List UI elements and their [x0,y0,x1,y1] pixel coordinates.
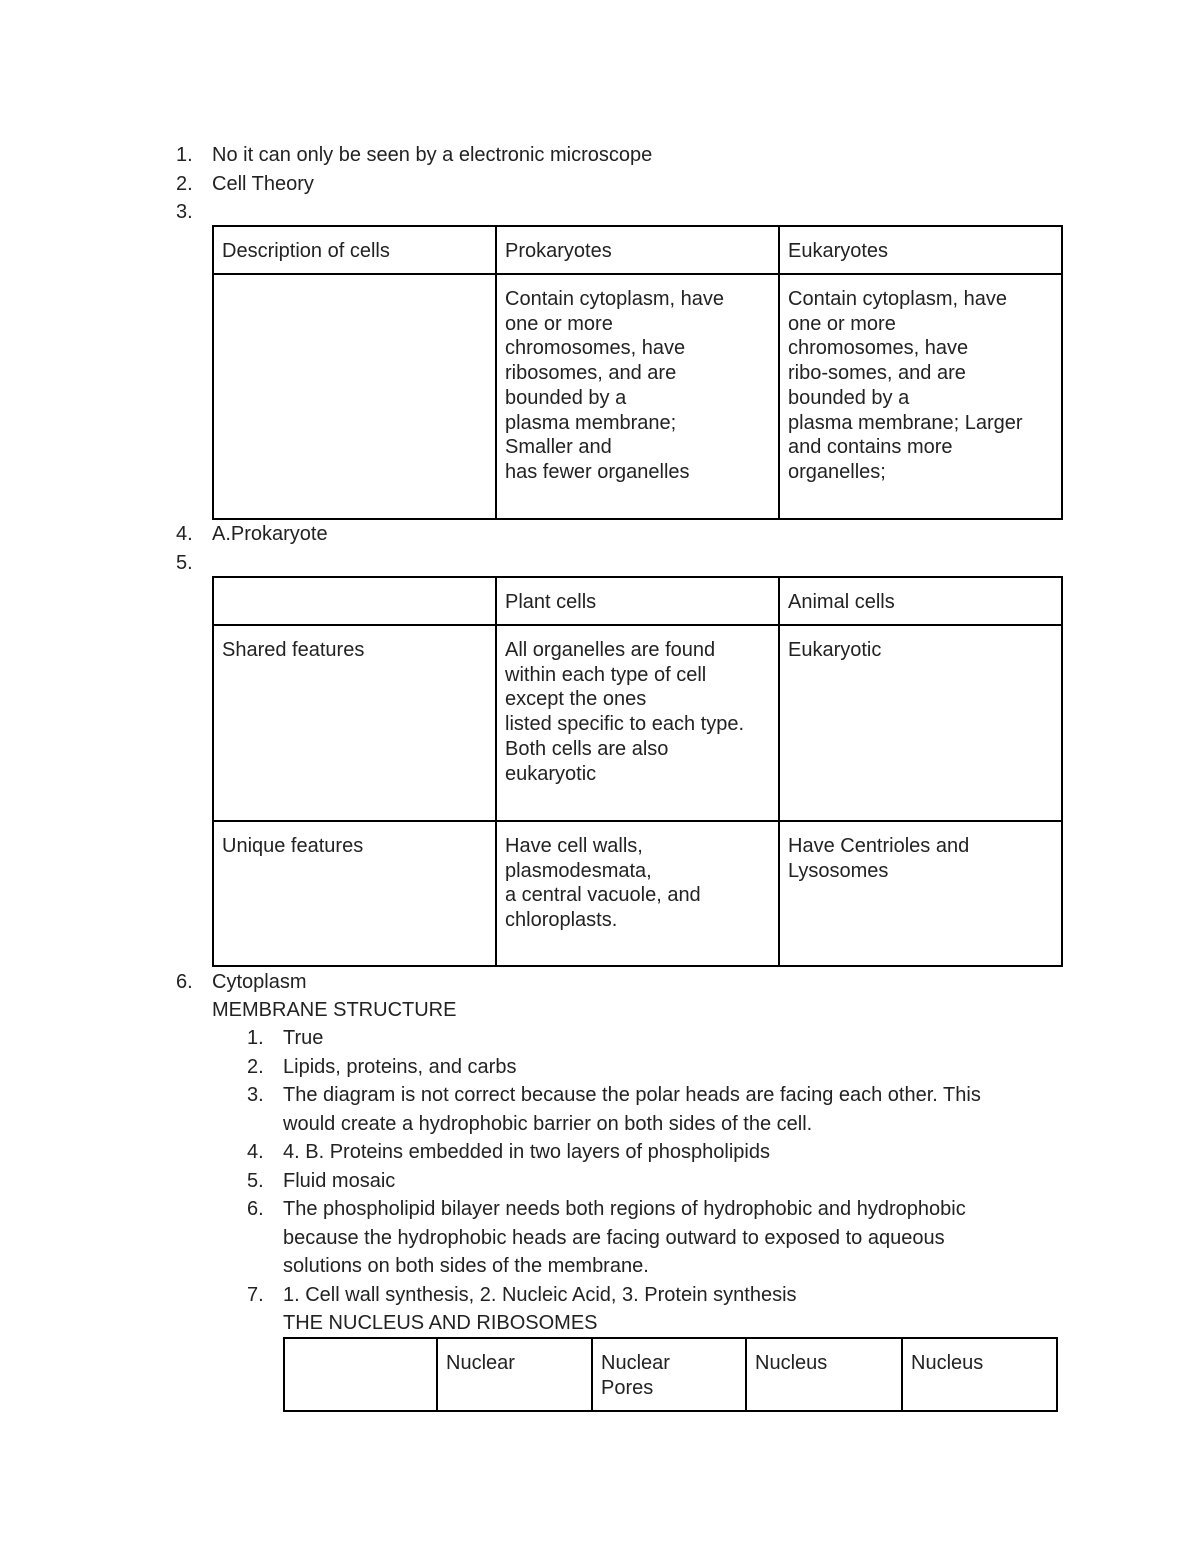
table-header-cell [213,577,496,625]
list-number: 6. [247,1198,264,1220]
list-number: 1. [176,144,193,166]
table-header-cell [284,1338,437,1411]
table-header-row [284,1338,1057,1411]
list-item: True [283,1027,324,1049]
table-row [213,821,1062,966]
list-number: 4. [247,1141,264,1163]
list-item: Fluid mosaic [283,1170,396,1192]
table-header-cell: Prokaryotes [496,226,779,274]
list-item: The diagram is not correct because the polar heads are facing each other. This [283,1084,981,1106]
table-cell: Eukaryotic [779,625,1062,821]
table-cell: Contain cytoplasm, have one or more chromosomes, have ribosomes, and are bounded by a plasma membrane; Smaller and has fewer organelles [496,274,779,519]
answer-6: Cytoplasm [212,971,307,993]
list-number: 5. [247,1170,264,1192]
list-item: Lipids, proteins, and carbs [283,1056,517,1078]
answer-4: A.Prokaryote [212,523,328,545]
list-item: The phospholipid bilayer needs both regions of hydrophobic and hydrophobic [283,1198,966,1220]
table-header-cell: Nucleus [746,1338,902,1411]
nucleus-table [283,1337,1058,1412]
table-header-cell: Description of cells [213,226,496,274]
table-cell [213,274,496,519]
list-item: 4. B. Proteins embedded in two layers of phospholipids [283,1141,770,1163]
list-item: 1. Cell wall synthesis, 2. Nucleic Acid, 3. Protein synthesis [283,1284,797,1306]
list-item-continuation: would create a hydrophobic barrier on both sides of the cell. [283,1113,813,1135]
cells-comparison-table [212,225,1063,520]
list-number: 2. [247,1056,264,1078]
section-heading: MEMBRANE STRUCTURE [212,999,457,1021]
table-row [213,274,1062,519]
table-header-cell: Plant cells [496,577,779,625]
table-cell: Shared features [213,625,496,821]
table-cell: Unique features [213,821,496,966]
list-item-continuation: solutions on both sides of the membrane. [283,1255,649,1277]
plant-animal-table [212,576,1063,967]
table-header-cell: Nuclear [437,1338,592,1411]
list-number: 5. [176,552,193,574]
list-number: 3. [247,1084,264,1106]
list-number: 4. [176,523,193,545]
list-item-continuation: because the hydrophobic heads are facing outward to exposed to aqueous [283,1227,945,1249]
list-number: 6. [176,971,193,993]
table-header-row [213,226,1062,274]
list-number: 3. [176,201,193,223]
list-number: 7. [247,1284,264,1306]
list-number: 1. [247,1027,264,1049]
table-header-cell: Nucleus [902,1338,1057,1411]
table-header-cell: Nuclear Pores [592,1338,746,1411]
answer-2: Cell Theory [212,173,314,195]
table-cell: Have cell walls, plasmodesmata, a central vacuole, and chloroplasts. [496,821,779,966]
section-heading: THE NUCLEUS AND RIBOSOMES [283,1312,598,1334]
table-header-row [213,577,1062,625]
table-cell: All organelles are found within each type of cell except the ones listed specific to each type. Both cells are also eukaryotic [496,625,779,821]
answer-1: No it can only be seen by a electronic microscope [212,144,653,166]
table-row [213,625,1062,821]
table-header-cell: Animal cells [779,577,1062,625]
list-number: 2. [176,173,193,195]
table-header-cell: Eukaryotes [779,226,1062,274]
table-cell: Have Centrioles and Lysosomes [779,821,1062,966]
table-cell: Contain cytoplasm, have one or more chromosomes, have ribo-somes, and are bounded by a plasma membrane; Larger and contains more organelles; [779,274,1062,519]
